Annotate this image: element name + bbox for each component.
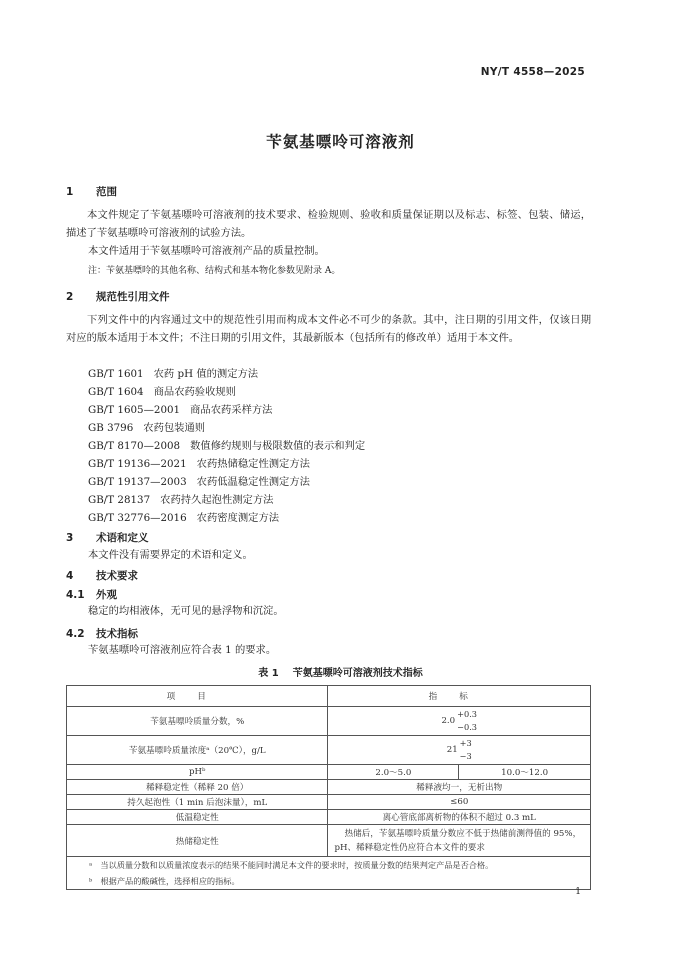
reference-code: GB/T 8170—2008 — [88, 440, 181, 452]
table-row — [67, 736, 591, 765]
table-row — [67, 810, 591, 825]
table-row — [67, 780, 591, 795]
row-index-value: 稀释液均一，无析出物 — [328, 780, 591, 795]
section-title: 技术要求 — [96, 570, 138, 582]
section-title: 规范性引用文件 — [96, 291, 170, 303]
section-number: 4 — [66, 570, 74, 582]
specification-paragraph: 苄氨基嘌呤可溶液剂应符合表 1 的要求。 — [88, 644, 277, 656]
row-index-value: 离心管底部离析物的体积不超过 0.3 mL — [328, 810, 591, 825]
table-footnote-row — [67, 857, 591, 874]
table-number: 表 1 — [258, 668, 279, 679]
row-index-value: 热储后，苄氨基嘌呤质量分数应不低于热储前测得值的 95%，pH、稀释稳定性仍应符合本文件的要求 — [328, 825, 591, 857]
reference-list — [88, 365, 365, 527]
reference-item — [88, 383, 365, 401]
tolerance-value — [447, 737, 472, 763]
row-index-value — [328, 736, 591, 765]
row-item-label: 热储稳定性 — [67, 825, 328, 857]
standard-code: NY/T 4558—2025 — [480, 66, 585, 78]
reference-item — [88, 473, 365, 491]
section-4-2-heading — [66, 626, 138, 641]
reference-name: 商品农药验收规则 — [153, 386, 236, 398]
tolerance-bounds — [460, 737, 472, 763]
table-footnote: ᵃ 当以质量分数和以质量浓度表示的结果不能同时满足本文件的要求时，按质量分数的结果判定产品是否合格。 — [67, 857, 591, 874]
section-number: 1 — [66, 186, 74, 198]
tolerance-plus: +0.3 — [457, 709, 478, 719]
scope-note: 注：苄氨基嘌呤的其他名称、结构式和基本物化参数见附录 A。 — [88, 266, 341, 276]
reference-name: 农药低温稳定性测定方法 — [196, 476, 310, 488]
reference-item — [88, 401, 365, 419]
reference-item — [88, 455, 365, 473]
section-4-1-heading — [66, 587, 117, 602]
section-number: 3 — [66, 532, 74, 544]
row-item-label: 稀释稳定性（稀释 20 倍） — [67, 780, 328, 795]
table-footnote-row — [67, 873, 591, 890]
section-title: 外观 — [96, 589, 117, 601]
section-number: 4.1 — [66, 589, 85, 601]
reference-code: GB/T 19136—2021 — [88, 458, 187, 470]
row-index-value — [328, 707, 591, 736]
tolerance-minus: −0.3 — [457, 722, 478, 732]
reference-item — [88, 365, 365, 383]
table-row — [67, 707, 591, 736]
section-title: 术语和定义 — [96, 532, 149, 544]
tolerance-minus: −3 — [459, 751, 472, 761]
reference-name: 农药持久起泡性测定方法 — [160, 494, 274, 506]
row-item-label: 苄氨基嘌呤质量分数，% — [67, 707, 328, 736]
reference-name: 商品农药采样方法 — [190, 404, 273, 416]
appearance-paragraph: 稳定的均相液体，无可见的悬浮物和沉淀。 — [88, 605, 284, 617]
reference-name: 农药密度测定方法 — [196, 512, 280, 524]
section-1-heading — [66, 184, 117, 199]
reference-item — [88, 419, 365, 437]
terms-paragraph: 本文件没有需要界定的术语和定义。 — [88, 549, 253, 561]
table-row — [67, 825, 591, 857]
column-header-item: 项目 — [67, 686, 328, 707]
reference-name: 农药热储稳定性测定方法 — [196, 458, 310, 470]
tolerance-value — [441, 708, 477, 734]
table-row — [67, 795, 591, 810]
reference-name: 数值修约规则与极限数值的表示和判定 — [190, 440, 366, 452]
specification-table — [66, 685, 591, 890]
reference-item — [88, 491, 365, 509]
row-item-label: 低温稳定性 — [67, 810, 328, 825]
table-footnote: ᵇ 根据产品的酸碱性，选择相应的指标。 — [67, 873, 591, 890]
tolerance-bounds — [457, 708, 477, 734]
section-4-heading — [66, 568, 138, 583]
reference-code: GB/T 19137—2003 — [88, 476, 187, 488]
row-index-value-acidic: 2.0～5.0 — [328, 765, 459, 780]
document-title: 苄氨基嘌呤可溶液剂 — [266, 133, 415, 151]
row-index-value: ≤60 — [328, 795, 591, 810]
reference-code: GB/T 1605—2001 — [88, 404, 181, 416]
scope-paragraph-2: 本文件适用于苄氨基嘌呤可溶液剂产品的质量控制。 — [88, 245, 325, 257]
table-caption — [0, 664, 681, 679]
section-3-heading — [66, 530, 149, 545]
column-header-index: 指标 — [328, 686, 591, 707]
section-title: 技术指标 — [96, 628, 138, 640]
row-item-label: 持久起泡性（1 min 后泡沫量），mL — [67, 795, 328, 810]
reference-code: GB/T 28137 — [88, 494, 151, 506]
row-index-value-alkaline: 10.0～12.0 — [459, 765, 591, 780]
row-item-label: pHᵇ — [67, 765, 328, 780]
reference-code: GB/T 32776—2016 — [88, 512, 187, 524]
section-2-heading — [66, 289, 170, 304]
table-row — [67, 765, 591, 780]
reference-item — [88, 437, 365, 455]
row-item-label: 苄氨基嘌呤质量浓度ᵃ（20℃），g/L — [67, 736, 328, 765]
section-title: 范围 — [96, 186, 117, 198]
scope-paragraph-1: 本文件规定了苄氨基嘌呤可溶液剂的技术要求、检验规则、验收和质量保证期以及标志、标签、包装、储运，描述了苄氨基嘌呤可溶液剂的试验方法。 — [66, 209, 591, 239]
reference-code: GB/T 1604 — [88, 386, 144, 398]
table-title: 苄氨基嘌呤可溶液剂技术指标 — [292, 668, 423, 679]
tolerance-base: 21 — [446, 745, 458, 755]
reference-code: GB 3796 — [88, 422, 134, 434]
reference-name: 农药 pH 值的测定方法 — [153, 368, 259, 380]
reference-code: GB/T 1601 — [88, 368, 144, 380]
reference-item — [88, 509, 365, 527]
normative-references-paragraph: 下列文件中的内容通过文中的规范性引用而构成本文件必不可少的条款。其中，注日期的引用文件，仅该日期对应的版本适用于本文件；不注日期的引用文件，其最新版本（包括所有的修改单）适用于本文件。 — [66, 314, 591, 344]
reference-name: 农药包装通则 — [143, 422, 206, 434]
section-number: 4.2 — [66, 628, 85, 640]
section-number: 2 — [66, 291, 74, 303]
tolerance-base: 2.0 — [441, 716, 456, 726]
page-number: 1 — [575, 887, 581, 897]
table-header-row — [67, 686, 591, 707]
tolerance-plus: +3 — [459, 738, 472, 748]
